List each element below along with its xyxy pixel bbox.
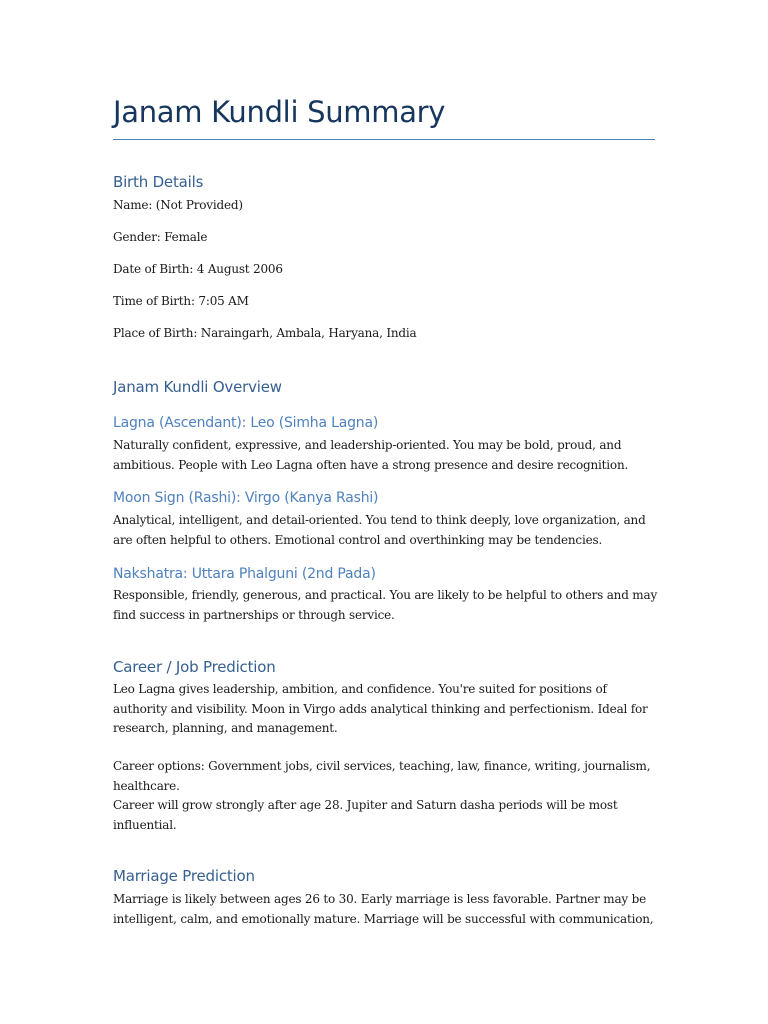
career-line: Career will grow strongly after age 28. Jupiter and Saturn dasha periods will be most <box>113 798 618 812</box>
career-heading: Career / Job Prediction <box>113 658 276 676</box>
moon-sign-line: Analytical, intelligent, and detail-oriented. You tend to think deeply, love organization, and <box>113 513 646 527</box>
career-line: research, planning, and management. <box>113 721 338 735</box>
career-line: Career options: Government jobs, civil services, teaching, law, finance, writing, journalism, <box>113 759 651 773</box>
birth-date: Date of Birth: 4 August 2006 <box>113 262 283 276</box>
lagna-paragraph <box>113 436 655 475</box>
career-paragraph-1 <box>113 680 655 739</box>
marriage-line: Marriage is likely between ages 26 to 30. Early marriage is less favorable. Partner may be <box>113 892 647 906</box>
birth-gender: Gender: Female <box>113 230 208 244</box>
moon-sign-heading: Moon Sign (Rashi): Virgo (Kanya Rashi) <box>113 490 379 506</box>
overview-heading: Janam Kundli Overview <box>113 378 282 396</box>
moon-sign-line: are often helpful to others. Emotional control and overthinking may be tendencies. <box>113 532 603 547</box>
marriage-line: intelligent, calm, and emotionally mature. Marriage will be successful with communication, <box>113 911 654 926</box>
nakshatra-line: Responsible, friendly, generous, and practical. You are likely to be helpful to others and may <box>113 588 658 602</box>
birth-place: Place of Birth: Naraingarh, Ambala, Haryana, India <box>113 326 417 340</box>
document-title: Janam Kundli Summary <box>113 95 446 129</box>
lagna-heading: Lagna (Ascendant): Leo (Simha Lagna) <box>113 415 379 431</box>
career-line: authority and visibility. Moon in Virgo adds analytical thinking and perfectionism. Ideal for <box>113 701 648 716</box>
lagna-line: Naturally confident, expressive, and leadership-oriented. You may be bold, proud, and <box>113 438 622 452</box>
career-line: healthcare. <box>113 778 180 793</box>
lagna-line: ambitious. People with Leo Lagna often have a strong presence and desire recognition. <box>113 457 629 472</box>
career-line: influential. <box>113 817 177 832</box>
birth-name: Name: (Not Provided) <box>113 198 243 212</box>
birth-time: Time of Birth: 7:05 AM <box>113 294 249 308</box>
marriage-heading: Marriage Prediction <box>113 867 255 885</box>
nakshatra-heading: Nakshatra: Uttara Phalguni (2nd Pada) <box>113 566 376 582</box>
title-underline <box>113 139 655 140</box>
career-paragraph-2 <box>113 757 655 835</box>
marriage-paragraph <box>113 890 655 929</box>
nakshatra-line: find success in partnerships or through service. <box>113 607 395 622</box>
moon-sign-paragraph <box>113 511 655 550</box>
birth-details-heading: Birth Details <box>113 173 204 191</box>
nakshatra-paragraph <box>113 586 658 625</box>
career-line: Leo Lagna gives leadership, ambition, and confidence. You're suited for positions of <box>113 682 607 696</box>
